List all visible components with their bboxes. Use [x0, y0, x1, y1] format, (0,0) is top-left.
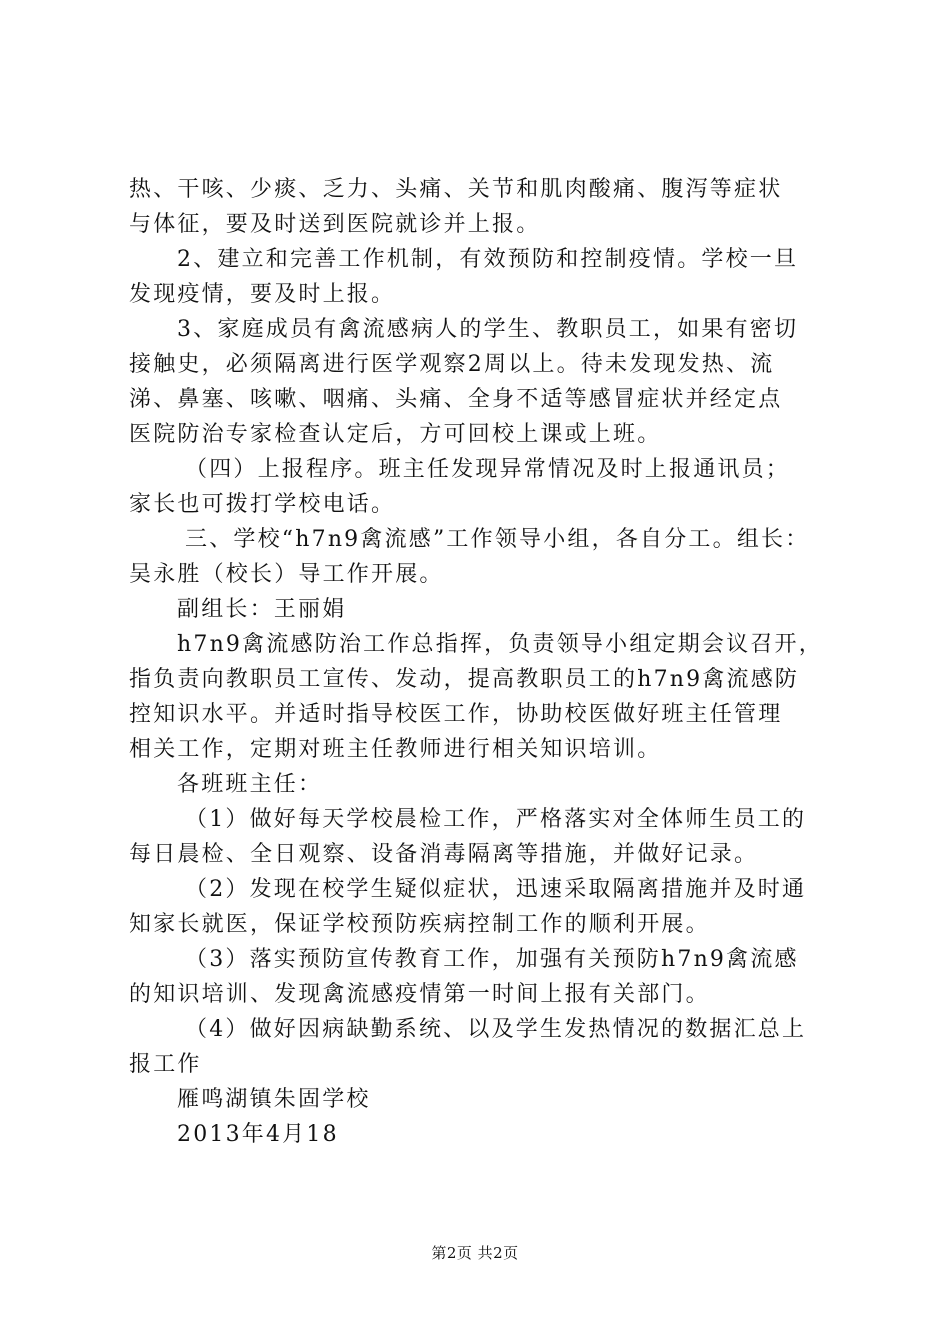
text-line: 3、家庭成员有禽流感病人的学生、教职员工，如果有密切 — [177, 317, 799, 342]
text-line: 相关工作，定期对班主任教师进行相关知识培训。 — [129, 737, 662, 762]
document-body — [129, 172, 835, 1152]
text-line: 指负责向教职员工宣传、发动，提高教职员工的h7n9禽流感防 — [129, 667, 800, 692]
text-line: 发现疫情，要及时上报。 — [129, 282, 396, 307]
text-line: 热、干咳、少痰、乏力、头痛、关节和肌肉酸痛、腹泻等症状 — [129, 177, 783, 202]
text-line: 知家长就医，保证学校预防疾病控制工作的顺利开展。 — [129, 912, 710, 937]
text-line: h7n9禽流感防治工作总指挥，负责领导小组定期会议召开， — [177, 632, 823, 657]
text-line: 三、学校“h7n9禽流感”工作领导小组，各自分工。组长： — [185, 527, 810, 552]
signature-school: 雁鸣湖镇朱固学校 — [177, 1087, 371, 1112]
text-line: 家长也可拨打学校电话。 — [129, 492, 396, 517]
signature-date: 2013年4月18 — [177, 1122, 339, 1147]
text-line: 涕、鼻塞、咳嗽、咽痛、头痛、全身不适等感冒症状并经定点 — [129, 387, 783, 412]
text-line: 副组长：王丽娟 — [177, 597, 347, 622]
text-line: 每日晨检、全日观察、设备消毒隔离等措施，并做好记录。 — [129, 842, 759, 867]
text-line: （4）做好因病缺勤系统、以及学生发热情况的数据汇总上 — [185, 1017, 807, 1042]
text-line: 报工作 — [129, 1052, 202, 1077]
text-line: 医院防治专家检查认定后，方可回校上课或上班。 — [129, 422, 662, 447]
text-line: 接触史，必须隔离进行医学观察2周以上。待未发现发热、流 — [129, 352, 775, 377]
text-line: （2）发现在校学生疑似症状，迅速采取隔离措施并及时通 — [185, 877, 807, 902]
text-line: 各班班主任： — [177, 772, 323, 797]
text-line: 的知识培训、发现禽流感疫情第一时间上报有关部门。 — [129, 982, 710, 1007]
text-line: 2、建立和完善工作机制，有效预防和控制疫情。学校一旦 — [177, 247, 799, 272]
text-line: 与体征，要及时送到医院就诊并上报。 — [129, 212, 541, 237]
text-line: 吴永胜（校长）导工作开展。 — [129, 562, 444, 587]
text-line: 控知识水平。并适时指导校医工作，协助校医做好班主任管理 — [129, 702, 783, 727]
text-line: （1）做好每天学校晨检工作，严格落实对全体师生员工的 — [185, 807, 807, 832]
text-line: （3）落实预防宣传教育工作，加强有关预防h7n9禽流感 — [185, 947, 799, 972]
text-line: （四）上报程序。班主任发现异常情况及时上报通讯员； — [185, 457, 791, 482]
page-footer: 第2页 共2页 — [431, 1244, 519, 1262]
